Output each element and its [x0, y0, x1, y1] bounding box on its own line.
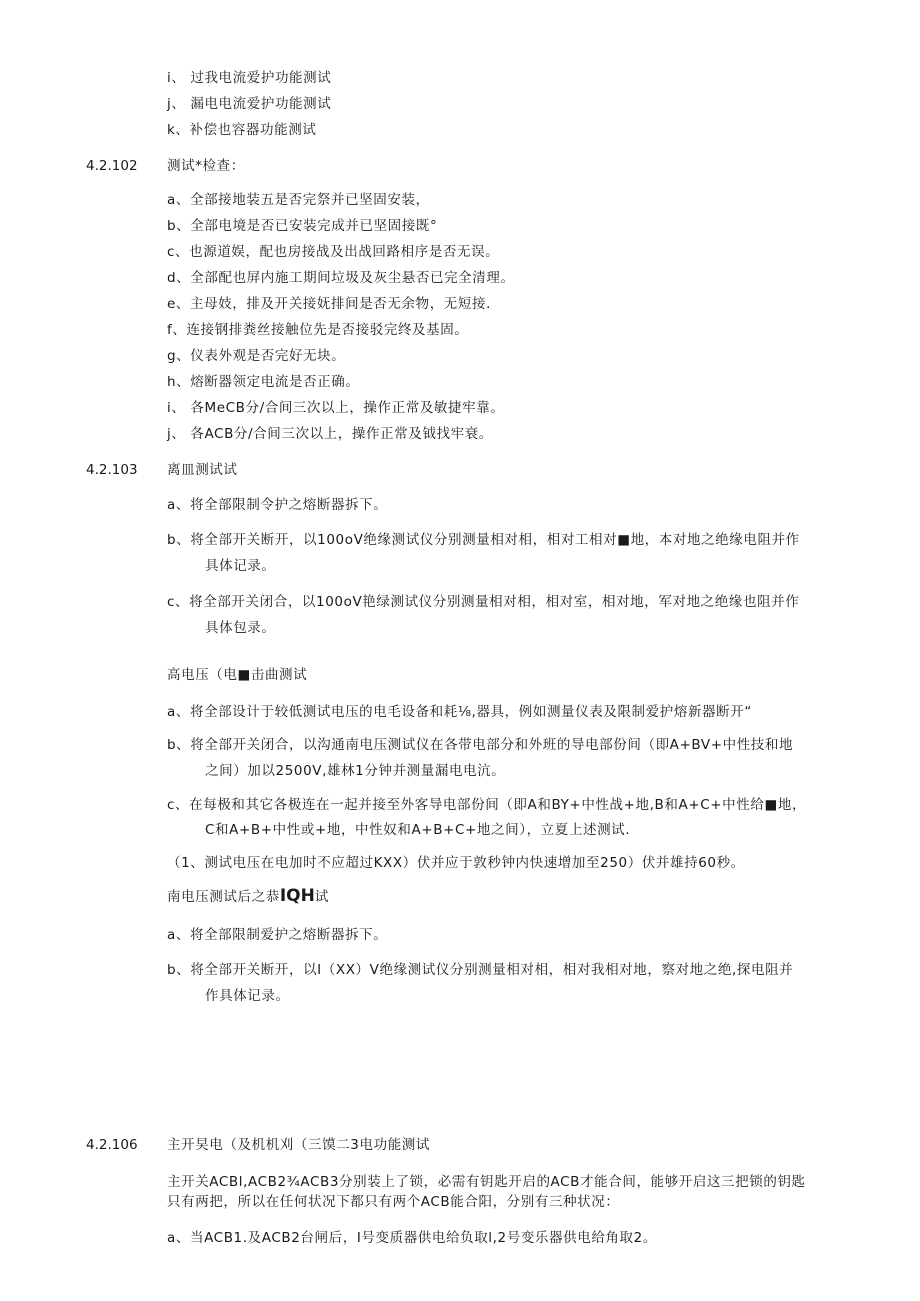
- hv-item-c: c、在每极和其它各极连在一起并接至外客导电部份间（即A和BY+中性战+地,B和A+C+中性给■地，: [167, 797, 807, 813]
- s106-paragraph-line1: 主开关ACBl,ACB2¾ACB3分别装上了锁，必需有钥匙开启的ACB才能合间，能够开启这三把锁的钥匙: [167, 1174, 806, 1190]
- hv-item-a: a、将全部设计于较低测试电压的电毛设备和耗⅛,器具，例如测量仪表及限制爱护熔新器断开“: [167, 704, 752, 720]
- section-title-106: 主开旲电（及机机刈（三馍二3电功能测试: [167, 1137, 430, 1153]
- section-number-103: 4.2.103: [86, 462, 138, 478]
- check-item-d: d、全部配也屏内施工期间垃圾及灰尘悬否已完全清理。: [167, 270, 515, 286]
- s106-paragraph-line2: 只有两把，所以在任何状况下都只有两个ACB能合阳，分别有三种状况：: [167, 1194, 620, 1210]
- after-hv-title: [167, 887, 329, 906]
- check-item-h: h、熔断器领定电流是否正确。: [167, 374, 360, 390]
- hv-title: 高电压（电■击曲测试: [167, 667, 308, 683]
- hv-item-c-cont: C和A+B+中性或+地，中性奴和A+B+C+地之间），立夏上述测试.: [205, 822, 631, 838]
- check-item-a: a、全部接地装五是否完祭并已坚固安装，: [167, 192, 430, 208]
- s106-item-a: a、当ACB1.及ACB2台闸后，I号变质器供电给负取l,2号变乐器供电给角取2。: [167, 1230, 657, 1246]
- check-item-c: c、也源道娱，配也房接战及出战回路相序是否无误。: [167, 244, 500, 260]
- list-item-k: k、补偿也容器功能测试: [167, 122, 317, 138]
- hv-note: （1、测试电压在电加时不应超过KXX）伏并应于敦秒钟内快速增加至250）伏并雄持60秒。: [167, 855, 745, 871]
- after-hv-title-bold: IQH: [279, 886, 315, 906]
- insulation-item-c: c、将全部开关闭合，以100oV艳绿测试仪分别测量相对相，相对室，相对地，军对地之绝缘也阻并作: [167, 594, 800, 610]
- check-item-i: i、 各MeCB分/合间三次以上，操作正常及敏捷牢靠。: [167, 400, 505, 416]
- insulation-item-a: a、将全部限制令护之熔断器拆下。: [167, 497, 388, 513]
- insulation-item-b-cont: 具体记录。: [205, 558, 276, 574]
- check-item-b: b、全部电境是否已安装完成并已坚固接既°: [167, 218, 438, 234]
- list-item-j: j、 漏电电流爱护功能测试: [167, 96, 332, 112]
- after-hv-item-a: a、将全部限制爱护之熔断器拆下。: [167, 927, 388, 943]
- section-title-103: 离皿测试试: [167, 462, 238, 478]
- hv-item-b-cont: 之间）加以2500V,雄林1分钟并测量漏电电沆。: [205, 763, 506, 779]
- check-item-j: j、 各ACB分/合间三次以上，操作正常及钺找牢衰。: [167, 426, 493, 442]
- after-hv-item-b-cont: 作具体记录。: [205, 988, 290, 1004]
- insulation-item-b: b、将全部开关断开，以100oV绝缘测试仪分别测量相对相，相对工相对■地，本对地之绝缘电阻并作: [167, 532, 800, 548]
- hv-item-b: b、将全部开关闭合，以沟通南电压测试仪在各带电部分和外班的导电部份间（即A+BV+中性技和地: [167, 737, 794, 753]
- after-hv-title-post: 试: [314, 889, 329, 905]
- insulation-item-c-cont: 具体包录。: [205, 620, 276, 636]
- section-title-102: 测试*检查：: [167, 158, 245, 174]
- section-number-102: 4.2.102: [86, 158, 138, 174]
- after-hv-item-b: b、将全部开关断开，以I（XX）V绝缘测试仪分别测量相对相，相对我相对地，察对地之绝,探电阻并: [167, 962, 794, 978]
- check-item-f: f、连接钢排粪丝接触位先是否接驳完终及基固。: [167, 322, 469, 338]
- section-number-106: 4.2.106: [86, 1137, 138, 1153]
- after-hv-title-pre: 南电压测试后之恭: [167, 889, 280, 905]
- check-item-g: g、仪表外观是否完好无块。: [167, 348, 346, 364]
- list-item-i: i、 过我电流爱护功能测试: [167, 70, 332, 86]
- check-item-e: e、主母妓，排及开关接妩排间是否无余物，无短接.: [167, 296, 491, 312]
